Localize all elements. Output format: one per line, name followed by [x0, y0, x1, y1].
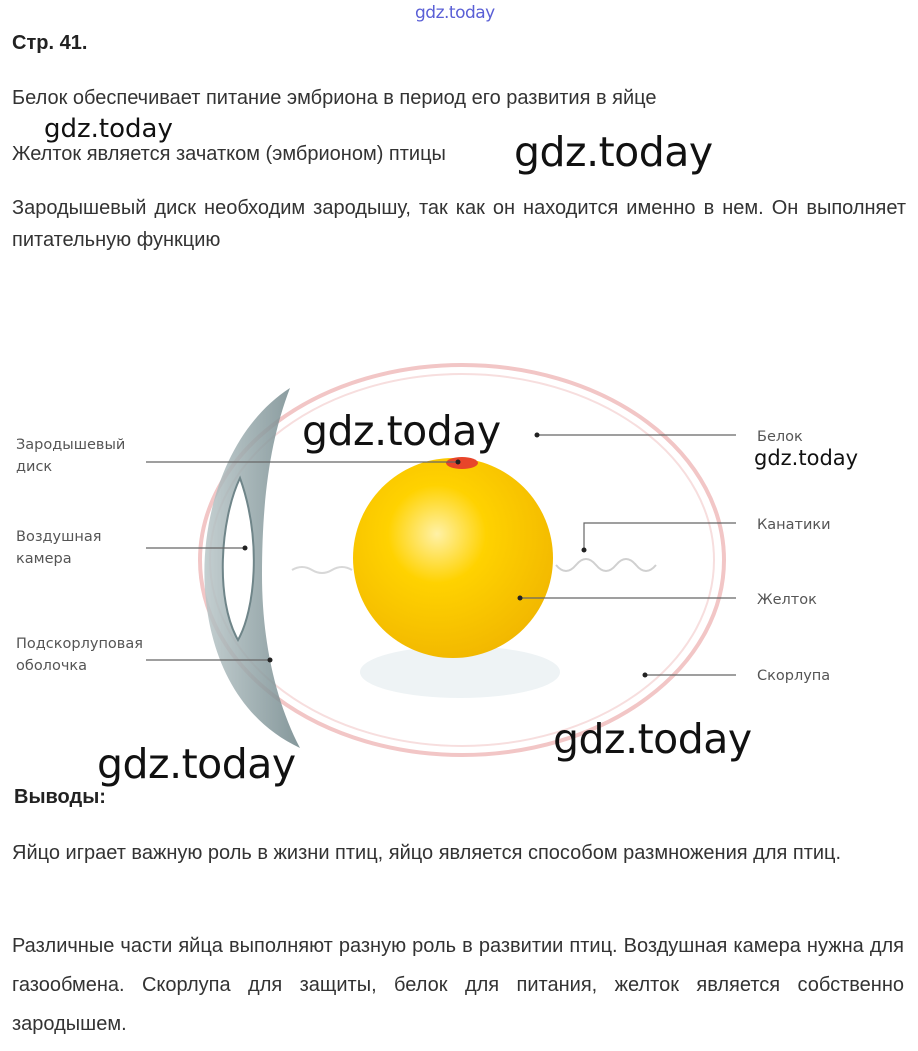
leader-dot [268, 658, 273, 663]
watermark-6: gdz.today [97, 740, 296, 788]
label-air-chamber-1: Воздушная [16, 529, 102, 545]
leader-dot [535, 433, 540, 438]
label-yolk: Желток [757, 592, 817, 608]
leader-dot [518, 596, 523, 601]
watermark-top: gdz.today [415, 3, 495, 23]
label-membrane-1: Подскорлуповая [16, 636, 143, 652]
conclusion-paragraph-2: Различные части яйца выполняют разную роль в развитии птиц. Воздушная камера нужна для газообмена. Скорлупа для защиты, белок для питания, желток является собственно зародышем. [12, 935, 904, 1035]
label-germinal-disc-1: Зародышевый [16, 437, 126, 453]
leader-dot [243, 546, 248, 551]
germinal-disc [446, 457, 478, 469]
conclusions-title: Выводы: [14, 786, 106, 808]
watermark-3: gdz.today [302, 407, 501, 455]
page-title: Стр. 41. [12, 32, 88, 54]
watermark-4: gdz.today [754, 446, 859, 470]
leader-dot [582, 548, 587, 553]
label-chalazae: Канатики [757, 517, 831, 533]
yolk [353, 458, 553, 658]
leader-dot [456, 460, 461, 465]
leader-dot [643, 673, 648, 678]
paragraph-albumen: Белок обеспечивает питание эмбриона в период его развития в яйце [12, 87, 657, 109]
watermark-5: gdz.today [553, 715, 752, 763]
label-air-chamber-2: камера [16, 551, 72, 567]
label-albumen: Белок [757, 429, 803, 445]
paragraph-germinal-disc: Зародышевый диск необходим зародышу, так как он находится именно в нем. Он выполняет питательную функцию [12, 197, 906, 251]
label-shell: Скорлупа [757, 668, 831, 684]
paragraph-yolk: Желток является зачатком (эмбрионом) птицы [12, 143, 446, 165]
conclusion-paragraph-1: Яйцо играет важную роль в жизни птиц, яйцо является способом размножения для птиц. [12, 842, 842, 864]
label-germinal-disc-2: диск [16, 459, 53, 475]
watermark-2: gdz.today [514, 128, 713, 176]
watermark-1: gdz.today [44, 114, 173, 144]
label-membrane-2: оболочка [16, 658, 88, 674]
